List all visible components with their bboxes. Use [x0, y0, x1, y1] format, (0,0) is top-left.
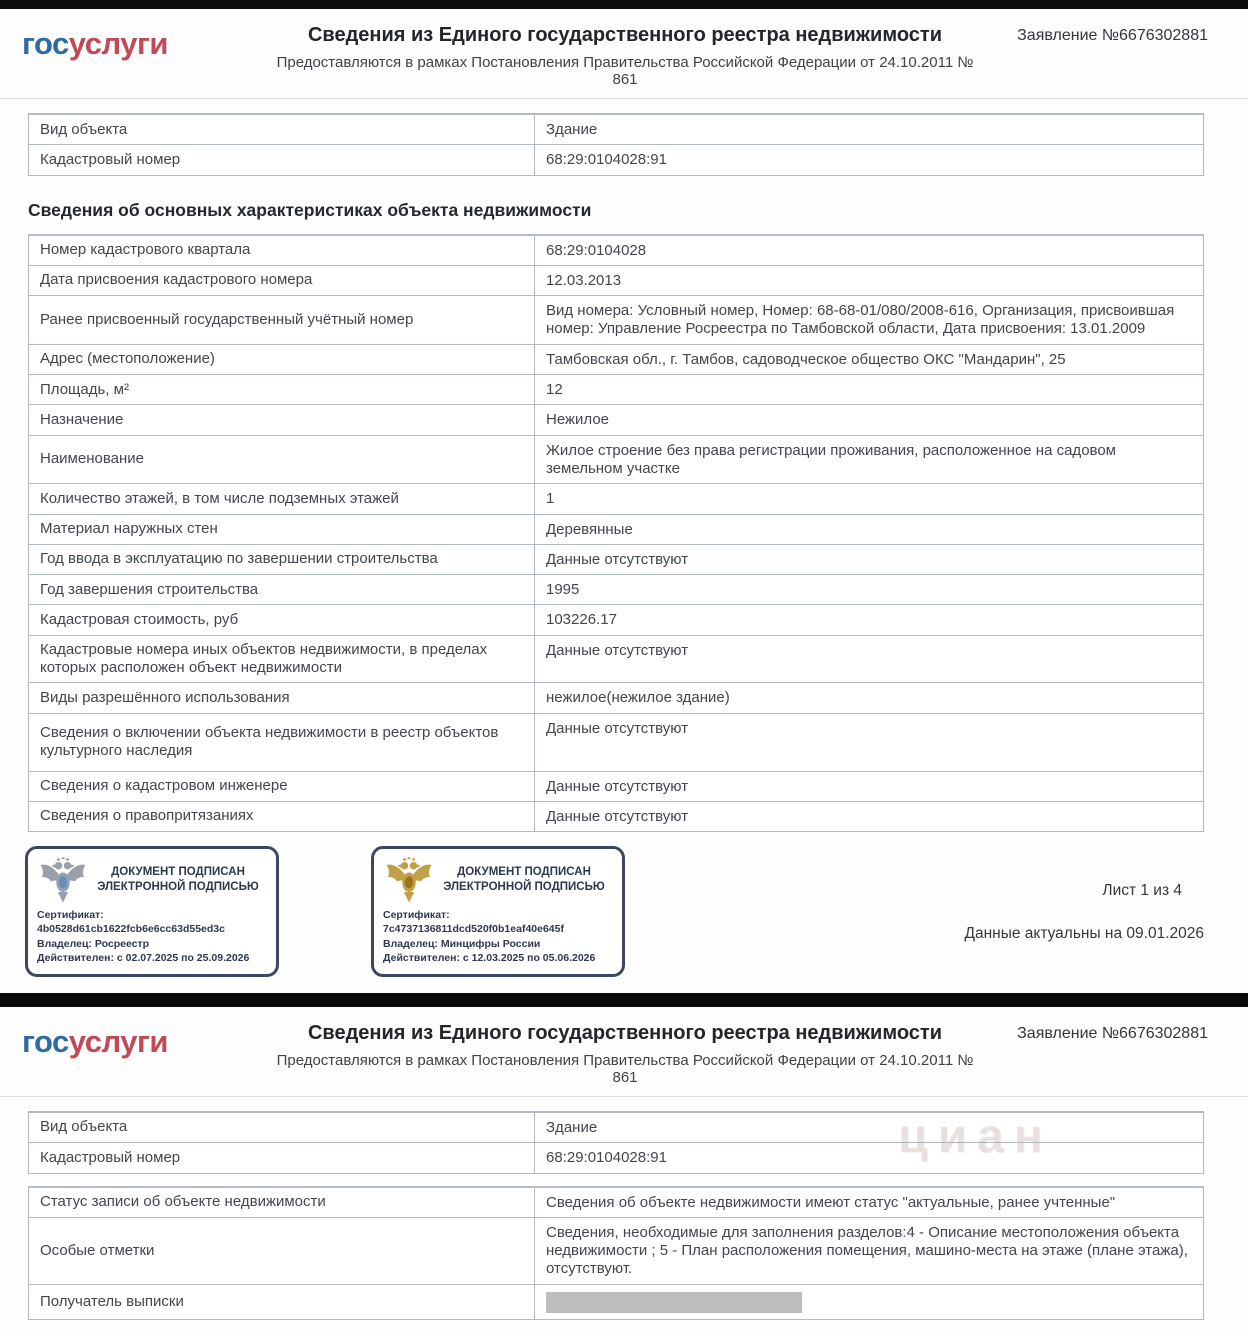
row-value: Деревянные	[546, 520, 633, 538]
row-value: Данные отсутствуют	[546, 807, 689, 825]
double-headed-eagle-icon	[37, 856, 89, 904]
table-row	[29, 265, 1203, 295]
table-row	[29, 1217, 1203, 1284]
sheet-number: Лист 1 из 4	[1102, 882, 1182, 900]
sheet-info-block	[625, 846, 1204, 977]
logo-part-gos: гос	[22, 1023, 69, 1059]
row-value: нежилое(нежилое здание)	[546, 689, 730, 707]
table-row	[29, 295, 1203, 344]
table-row	[29, 404, 1203, 434]
row-value: Данные отсутствуют	[546, 550, 689, 568]
row-label: Назначение	[29, 405, 535, 434]
row-label: Сведения о правопритязаниях	[29, 802, 535, 831]
row-label: Кадастровый номер	[29, 145, 535, 174]
object-info-table	[28, 113, 1204, 176]
row-label: Наименование	[29, 436, 535, 484]
logo-part-uslugi: услуги	[68, 26, 168, 61]
document-subtitle: Предоставляются в рамках Постановления Правительства Российской Федерации от 24.10.2011 № 861	[276, 54, 974, 88]
electronic-signature-stamp	[25, 846, 279, 977]
row-value: 12.03.2013	[546, 271, 622, 289]
row-value: 12	[546, 381, 563, 399]
application-number: Заявление №6676302881	[1017, 1024, 1208, 1042]
row-value: 1995	[546, 581, 580, 599]
table-row	[29, 435, 1203, 484]
row-value-text: Сведения, необходимые для заполнения разделов:4 - Описание местоположения объекта недвижимости ; 5 - План расположения помещения, машино-места на этаже (плане этажа), отсутствуют.	[546, 1223, 1188, 1278]
row-label: Количество этажей, в том числе подземных этажей	[29, 484, 535, 513]
row-label: Кадастровые номера иных объектов недвижимости, в пределах которых расположен объект недвижимости	[29, 636, 535, 683]
row-value: 68:29:0104028:91	[546, 1149, 667, 1167]
gosuslugi-logo	[22, 1019, 254, 1060]
row-label: Номер кадастрового квартала	[29, 236, 535, 265]
table-row	[29, 604, 1203, 634]
row-label: Дата присвоения кадастрового номера	[29, 266, 535, 295]
row-value	[535, 1188, 1203, 1217]
row-label: Вид объекта	[29, 1113, 535, 1142]
page1-header	[0, 9, 1248, 99]
main-characteristics-table	[28, 234, 1204, 833]
table-row	[29, 235, 1203, 265]
stamp-owner: Владелец: Минцифры России	[383, 937, 541, 950]
table-row	[29, 1284, 1203, 1319]
page1-footer	[25, 846, 1204, 977]
row-value: Данные отсутствуют	[546, 719, 689, 737]
table-row	[29, 771, 1203, 801]
page-2	[0, 1007, 1248, 1336]
row-value: 68:29:0104028	[546, 241, 647, 259]
row-label: Кадастровый номер	[29, 1143, 535, 1172]
row-value	[535, 1218, 1203, 1284]
row-label: Сведения о кадастровом инженере	[29, 772, 535, 801]
row-label: Виды разрешённого использования	[29, 683, 535, 712]
table-row	[29, 713, 1203, 771]
table-row	[29, 801, 1203, 831]
row-value: 103226.17	[546, 611, 617, 629]
row-value: Тамбовская обл., г. Тамбов, садоводческое общество ОКС "Мандарин", 25	[546, 350, 1066, 368]
stamp-certificate: Сертификат: 4b0528d61cb1622fcb6e6cc63d55ed3c	[37, 909, 225, 936]
table-row	[29, 114, 1203, 144]
row-label: Год ввода в эксплуатацию по завершении строительства	[29, 545, 535, 574]
row-value: Жилое строение без права регистрации проживания, расположенное на садовом земельном участке	[546, 441, 1116, 477]
stamp-title: ДОКУМЕНТ ПОДПИСАН ЭЛЕКТРОННОЙ ПОДПИСЬЮ	[443, 866, 605, 894]
row-label: Сведения о включении объекта недвижимости в реестр объектов культурного наследия	[29, 714, 535, 771]
header-title-block	[254, 1019, 996, 1086]
table-row	[29, 574, 1203, 604]
row-value-text: Сведения об объекте недвижимости имеют статус "актуальные, ранее учтенные"	[546, 1193, 1116, 1211]
row-value: 1	[546, 490, 555, 508]
object-info-table	[28, 1111, 1204, 1174]
page-separator-bar	[0, 993, 1248, 1007]
table-row	[29, 1142, 1203, 1172]
electronic-signature-stamp	[371, 846, 625, 977]
row-value: Данные отсутствуют	[546, 641, 689, 659]
row-value	[535, 1285, 1203, 1319]
data-actual-date: Данные актуальны на 09.01.2026	[964, 925, 1204, 943]
row-label: Вид объекта	[29, 115, 535, 144]
stamp-owner: Владелец: Росреестр	[37, 937, 150, 950]
stamp-validity: Действителен: с 02.07.2025 по 25.09.2026	[37, 951, 250, 964]
table-row	[29, 544, 1203, 574]
table-row	[29, 374, 1203, 404]
row-value: Вид номера: Условный номер, Номер: 68-68-01/080/2008-616, Организация, присвоившая номер: Управление Росреестра по Тамбовской области, Дата присвоения: 13.01.2009	[546, 302, 1175, 338]
row-label: Адрес (местоположение)	[29, 345, 535, 374]
row-label: Особые отметки	[29, 1218, 535, 1284]
section-title: Сведения об основных характеристиках объекта недвижимости	[28, 199, 592, 220]
table-row	[29, 682, 1203, 712]
logo-part-uslugi: услуги	[68, 1023, 168, 1059]
page2-header	[0, 1007, 1248, 1097]
document-subtitle: Предоставляются в рамках Постановления Правительства Российской Федерации от 24.10.2011 № 861	[276, 1051, 974, 1086]
table-row	[29, 514, 1203, 544]
double-headed-eagle-icon	[383, 856, 435, 904]
table-row	[29, 344, 1203, 374]
application-number: Заявление №6676302881	[1017, 27, 1208, 44]
status-table	[28, 1186, 1204, 1320]
stamp-validity: Действителен: с 12.03.2025 по 05.06.2026	[383, 951, 596, 964]
document-title: Сведения из Единого государственного реестра недвижимости	[307, 24, 943, 46]
row-label: Площадь, м²	[29, 375, 535, 404]
stamp-title: ДОКУМЕНТ ПОДПИСАН ЭЛЕКТРОННОЙ ПОДПИСЬЮ	[97, 866, 259, 894]
header-title-block	[254, 21, 996, 88]
row-label: Кадастровая стоимость, руб	[29, 605, 535, 634]
table-row	[29, 144, 1203, 174]
row-label: Материал наружных стен	[29, 515, 535, 544]
row-value: Здание	[546, 121, 598, 138]
signature-stamps	[25, 846, 625, 977]
cian-watermark: циан	[898, 1109, 1053, 1163]
gosuslugi-logo	[22, 21, 254, 62]
stamp-certificate: Сертификат: 7c4737136811dcd520f0b1eaf40e645f	[383, 909, 564, 936]
document-title: Сведения из Единого государственного реестра недвижимости	[307, 1021, 943, 1044]
logo-part-gos: гос	[22, 26, 69, 61]
table-row	[29, 1112, 1203, 1142]
row-value: Здание	[546, 1118, 598, 1136]
redacted-value-block	[546, 1292, 802, 1313]
table-row	[29, 483, 1203, 513]
row-label: Год завершения строительства	[29, 575, 535, 604]
top-black-bar	[0, 0, 1248, 9]
row-label: Статус записи об объекте недвижимости	[29, 1188, 535, 1217]
row-value: Данные отсутствуют	[546, 777, 689, 795]
row-value: Нежилое	[546, 411, 610, 429]
row-label: Ранее присвоенный государственный учётный номер	[29, 296, 535, 344]
row-label: Получатель выписки	[29, 1285, 535, 1319]
row-value: 68:29:0104028:91	[546, 151, 667, 169]
page-1	[0, 9, 1248, 993]
table-row	[29, 635, 1203, 683]
